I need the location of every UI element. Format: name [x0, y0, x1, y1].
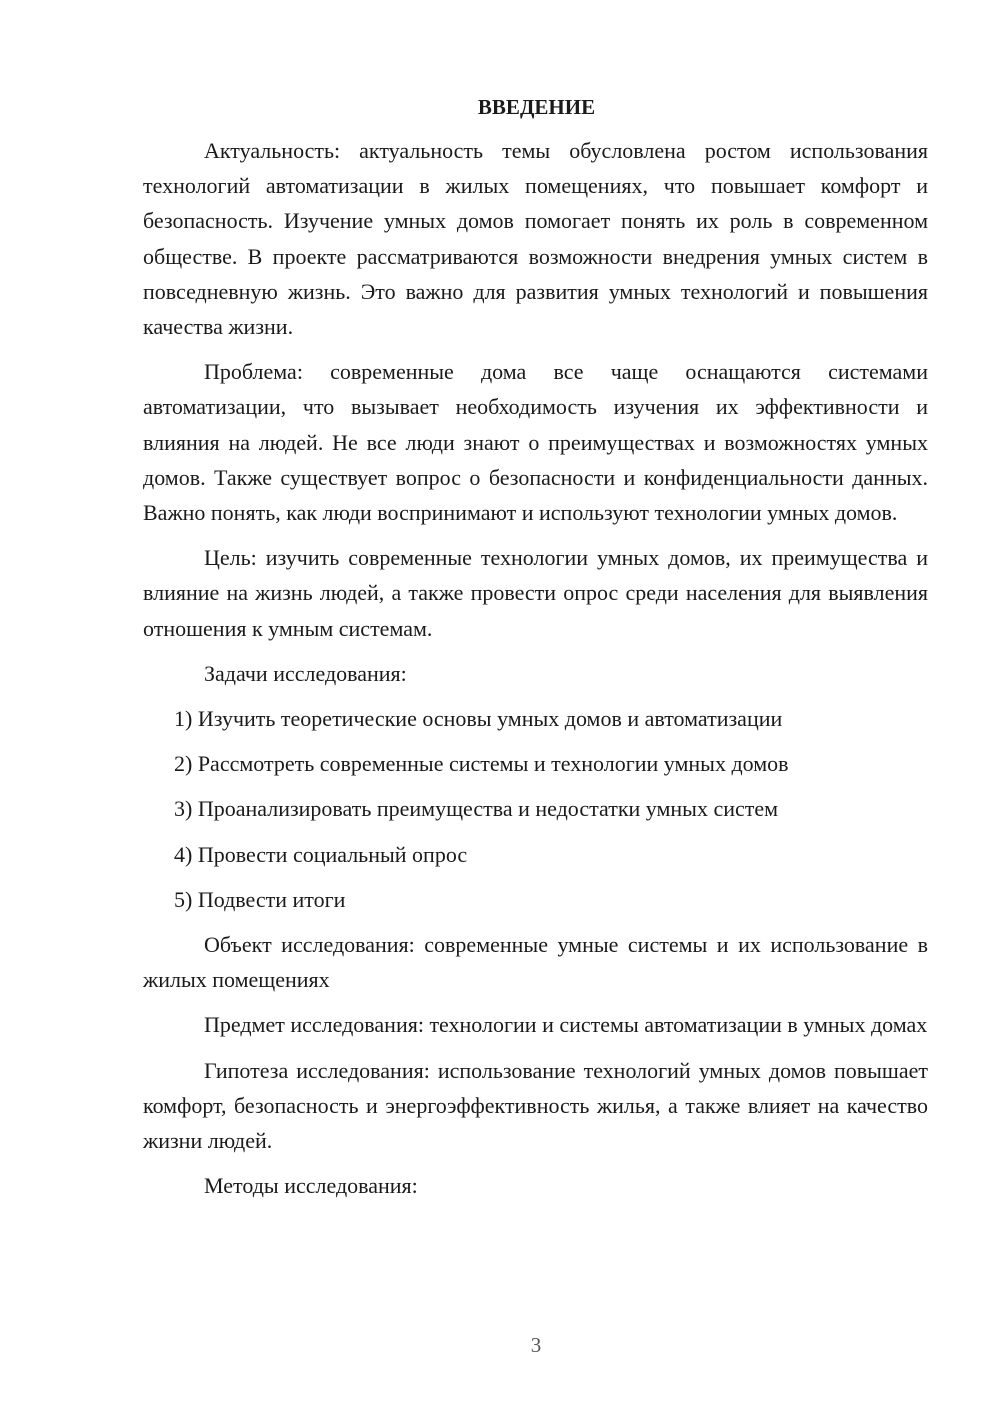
- object-paragraph: Объект исследования: современные умные системы и их использование в жилых помещениях: [143, 932, 928, 993]
- hypothesis-paragraph: Гипотеза исследования: использование технологий умных домов повышает комфорт, безопасность и энергоэффективность жилья, а также влияет на качество жизни людей.: [143, 1057, 928, 1154]
- list-item: 5) Подвести итоги: [174, 886, 346, 912]
- page-title: ВВЕДЕНИЕ: [477, 95, 596, 119]
- tasks-heading: Задачи исследования:: [204, 660, 407, 686]
- tasks-list: [143, 701, 928, 917]
- goal-paragraph: Цель: изучить современные технологии умных домов, их преимущества и влияние на жизнь людей, а также провести опрос среди населения для выявления отношения к умным системам.: [143, 545, 928, 641]
- methods-heading: Методы исследования:: [204, 1173, 418, 1199]
- list-item: 2) Рассмотреть современные системы и технологии умных домов: [174, 751, 789, 777]
- subject-paragraph: Предмет исследования: технологии и системы автоматизации в умных домах: [204, 1012, 928, 1038]
- document-page: [143, 93, 928, 1213]
- list-item: 3) Проанализировать преимущества и недостатки умных систем: [174, 796, 779, 822]
- relevance-paragraph: Актуальность: актуальность темы обусловлена ростом использования технологий автоматизации в жилых помещениях, что повышает комфорт и безопасность. Изучение умных домов помогает понять их роль в современном обществе. В проекте рассматриваются возможности внедрения умных систем в повседневную жизнь. Это важно для развития умных технологий и повышения качества жизни.: [143, 138, 928, 340]
- page-number: 3: [530, 1333, 542, 1357]
- problem-paragraph: Проблема: современные дома все чаще оснащаются системами автоматизации, что вызывает необходимость изучения их эффективности и влияния на людей. Не все люди знают о преимуществах и возможностях умных домов. Также существует вопрос о безопасности и конфиденциальности данных. Важно понять, как люди воспринимают и используют технологии умных домов.: [143, 359, 928, 526]
- list-item: 1) Изучить теоретические основы умных домов и автоматизации: [174, 706, 783, 732]
- list-item: 4) Провести социальный опрос: [174, 841, 468, 867]
